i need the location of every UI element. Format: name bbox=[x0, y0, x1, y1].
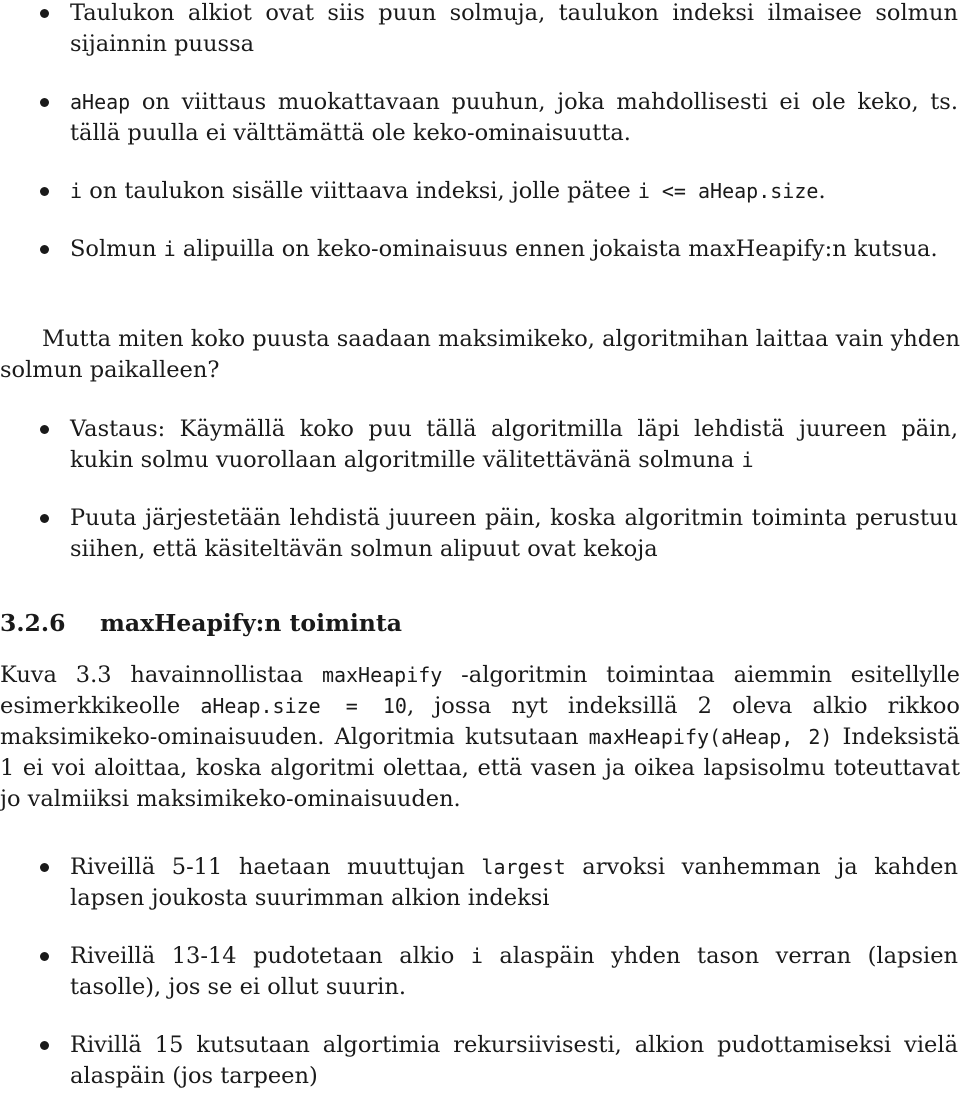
list-item: Taulukon alkiot ovat siis puun solmuja, taulukon indeksi ilmaisee solmun sijainnin puussa bbox=[0, 0, 960, 60]
bullet-icon bbox=[40, 425, 49, 434]
bullet-icon bbox=[40, 514, 49, 523]
bullet-icon bbox=[40, 1041, 49, 1050]
list-item: Rivillä 15 kutsutaan algortimia rekursiivisesti, alkion pudottamiseksi vielä alaspäin (jos tarpeen) bbox=[0, 1030, 960, 1092]
bullet-list-array-facts bbox=[0, 0, 960, 265]
inline-code: maxHeapify(aHeap, 2) bbox=[588, 725, 833, 749]
inline-code: aHeap bbox=[70, 90, 131, 114]
paragraph-figure-description: Kuva 3.3 havainnollistaa maxHeapify -algoritmin toimintaa aiemmin esitellylle esimerkkikeolle aHeap.size = 10, jossa nyt indeksillä 2 oleva alkio rikkoo maksimikeko-ominaisuuden. Algoritmia kutsutaan maxHeapify(aHeap, 2) Indeksistä 1 ei voi aloittaa, koska algoritmi olettaa, että vasen ja oikea lapsisolmu toteuttavat jo valmiiksi maksimikeko-ominaisuuden. bbox=[0, 662, 960, 812]
inline-code: largest bbox=[481, 855, 566, 879]
inline-code: i bbox=[70, 179, 83, 203]
list-item: i on taulukon sisälle viittaava indeksi, jolle pätee i <= aHeap.size. bbox=[0, 176, 960, 207]
list-item: Vastaus: Käymällä koko puu tällä algoritmilla läpi lehdistä juureen päin, kukin solmu vuorollaan algoritmille välitettävänä solmuna i bbox=[0, 414, 960, 476]
list-item: aHeap on viittaus muokattavaan puuhun, joka mahdollisesti ei ole keko, ts. tällä puulla ei välttämättä ole keko-ominaisuutta. bbox=[0, 87, 960, 149]
bullet-icon bbox=[40, 863, 49, 872]
inline-code: i bbox=[163, 237, 176, 261]
bullet-list-code-lines bbox=[0, 852, 960, 1092]
section-heading bbox=[0, 606, 402, 640]
inline-code: maxHeapify bbox=[321, 663, 443, 687]
list-item: Riveillä 5-11 haetaan muuttujan largest arvoksi vanhemman ja kahden lapsen joukosta suurimman alkion indeksi bbox=[0, 852, 960, 914]
bullet-list-answer bbox=[0, 414, 960, 565]
bullet-icon bbox=[40, 98, 49, 107]
inline-code: i bbox=[470, 944, 483, 968]
list-item: Puuta järjestetään lehdistä juureen päin, koska algoritmin toiminta perustuu siihen, että käsiteltävän solmun alipuut ovat kekoja bbox=[0, 503, 960, 565]
list-item: Riveillä 13-14 pudotetaan alkio i alaspäin yhden tason verran (lapsien tasolle), jos se ei ollut suurin. bbox=[0, 941, 960, 1003]
paragraph-question: Mutta miten koko puusta saadaan maksimikeko, algoritmihan laittaa vain yhden solmun paikalleen? bbox=[0, 326, 960, 383]
section-title: maxHeapify:n toiminta bbox=[100, 609, 402, 637]
bullet-icon bbox=[40, 952, 49, 961]
list-item: Solmun i alipuilla on keko-ominaisuus ennen jokaista maxHeapify:n kutsua. bbox=[0, 234, 960, 265]
inline-code: aHeap.size = 10 bbox=[200, 694, 407, 718]
inline-code: i <= aHeap.size bbox=[637, 179, 819, 203]
bullet-icon bbox=[40, 187, 49, 196]
bullet-icon bbox=[40, 9, 49, 18]
section-number: 3.2.6 bbox=[0, 609, 66, 637]
bullet-icon bbox=[40, 245, 49, 254]
inline-code: i bbox=[741, 448, 754, 472]
